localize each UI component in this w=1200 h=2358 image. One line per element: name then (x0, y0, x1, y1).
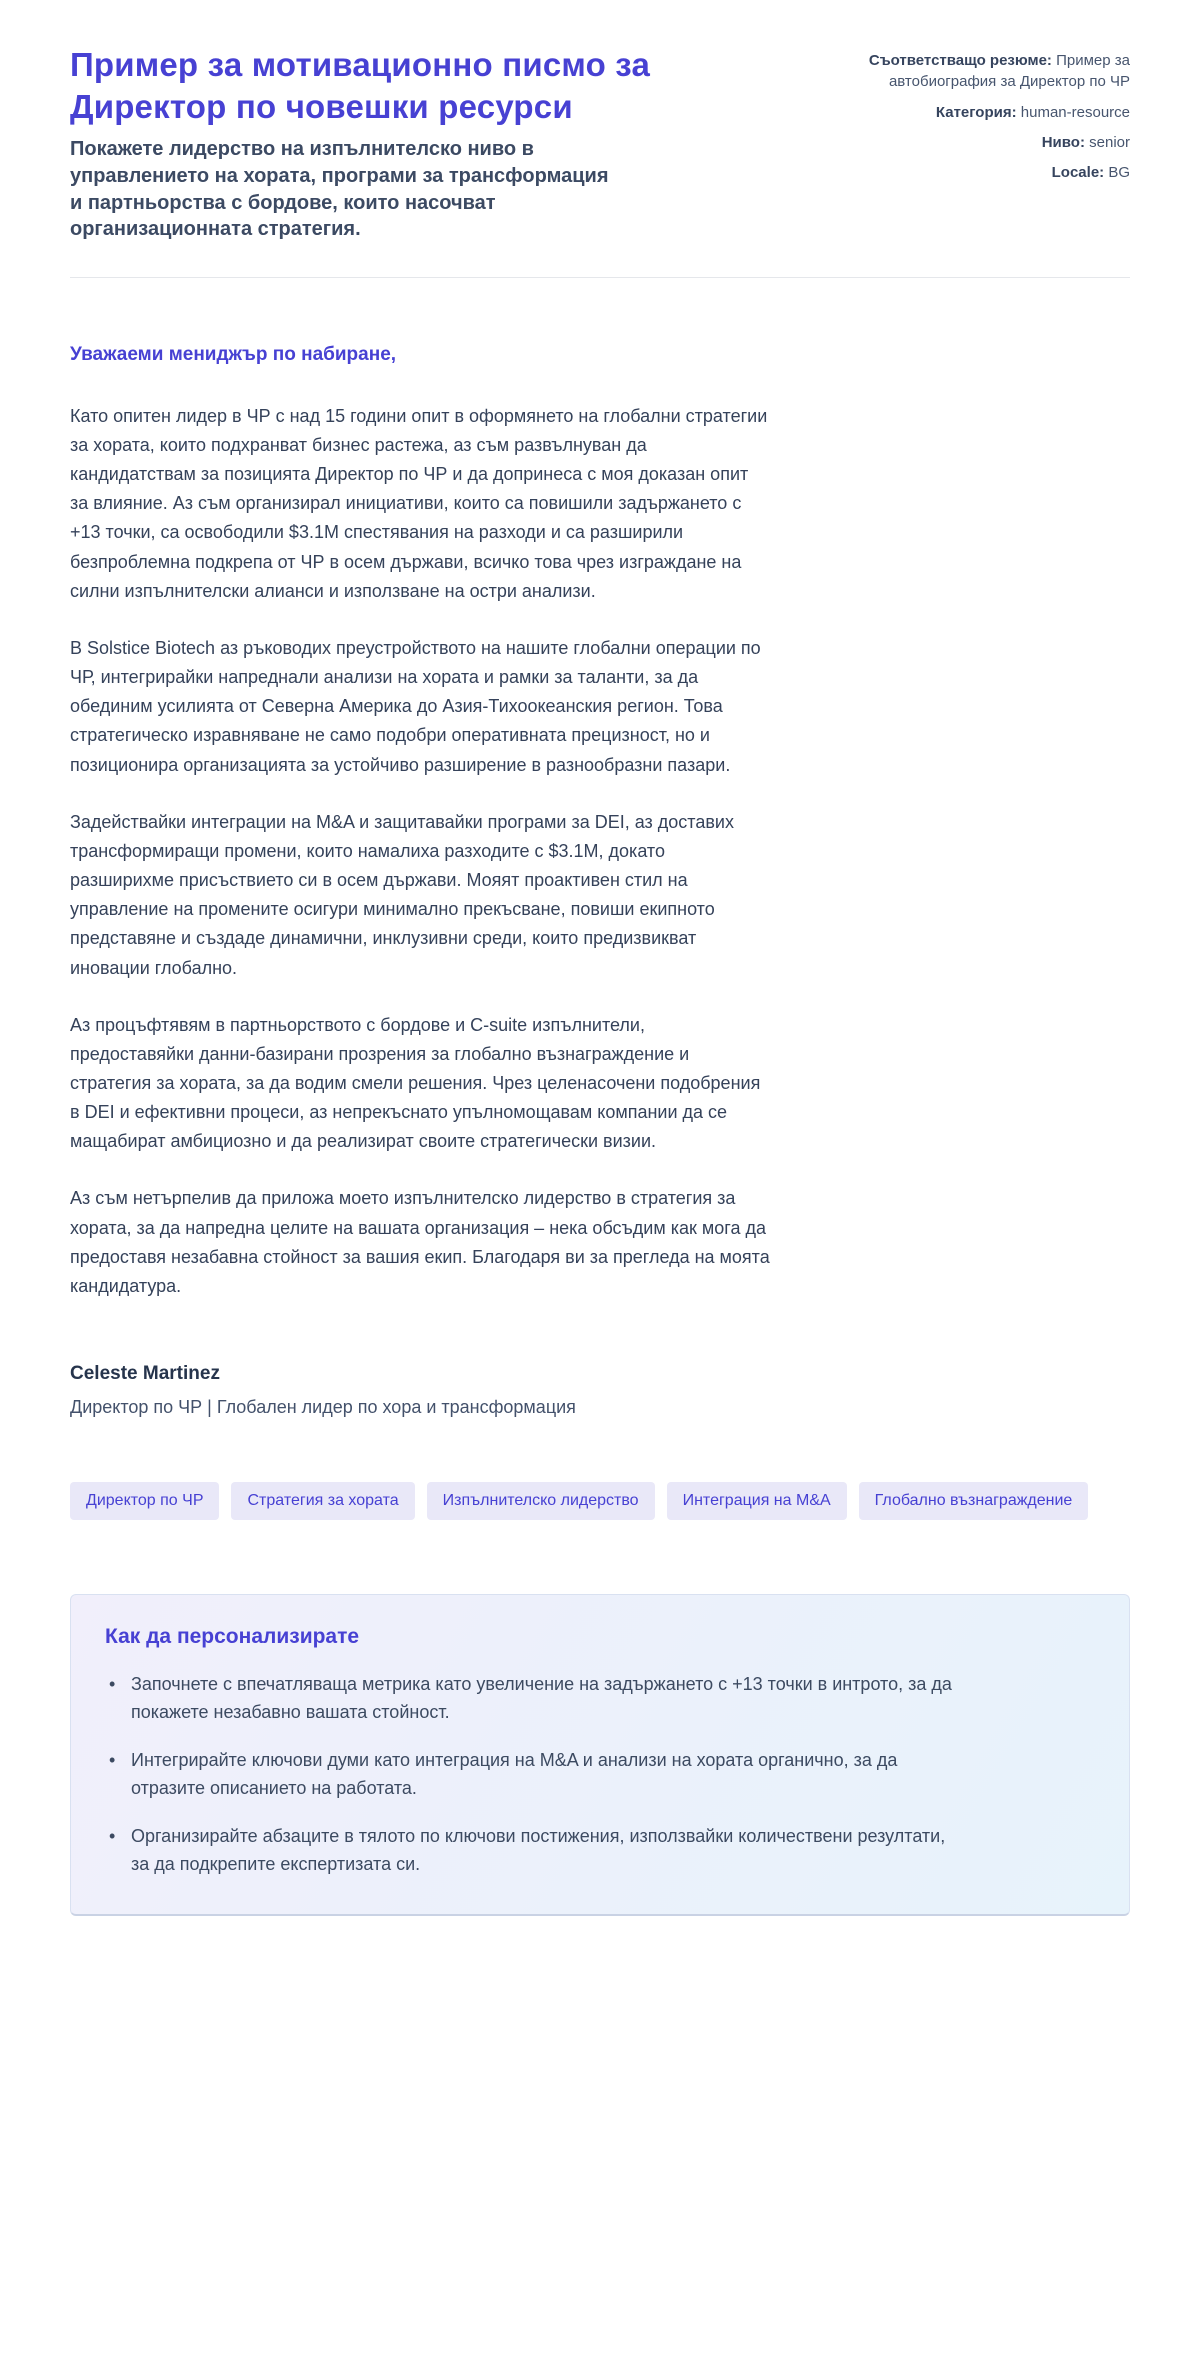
page-subtitle: Покажете лидерство на изпълнителско ниво в управлението на хората, програми за трансформация и партньорства с бордове, които насочват организационната стратегия. (70, 138, 609, 241)
meta-locale-label: Locale: (1051, 164, 1105, 182)
tag-chip[interactable]: Глобално възнаграждение (859, 1482, 1089, 1520)
meta-matching-resume-value: Пример за автобиография за Директор по ЧР (888, 52, 1130, 91)
cover-letter-page (70, 0, 1130, 1956)
meta-level-value: senior (1084, 133, 1130, 151)
tip-item: • Интегрирайте ключови думи като интеграция на M&A и анализи на хората органично, за да отразите описанието на работата. (105, 1747, 955, 1803)
header-text-block (70, 44, 790, 243)
signature-block (70, 1363, 770, 1418)
letter-body (70, 344, 770, 1418)
meta-matching-resume (845, 50, 1130, 93)
signature-title: Директор по ЧР | Глобален лидер по хора и трансформация (70, 1397, 576, 1418)
header (70, 44, 1130, 243)
tag-chip[interactable]: Стратегия за хората (231, 1482, 414, 1520)
meta-level-label: Ниво: (1041, 133, 1085, 151)
tips-list (105, 1671, 1095, 1878)
tag-list (70, 1482, 1130, 1520)
letter-paragraph: Задействайки интеграции на M&A и защитавайки програми за DEI, аз доставих трансформиращи промени, които намалиха разходите с $3.1M, докато разширихме присъствието си в осем държави. Мояят проактивен стил на управление на промените осигури минимално прекъсване, повиши екипното представяне и създаде динамични, инклузивни среди, които предизвикват иновации глобално. (70, 811, 734, 978)
tip-item: • Започнете с впечатляваща метрика като увеличение на задържането с +13 точки в интрото, за да покажете незабавно вашата стойност. (105, 1671, 955, 1727)
meta-category (845, 102, 1130, 123)
personalization-tips-box (70, 1594, 1130, 1916)
letter-paragraph: Като опитен лидер в ЧР с над 15 години опит в оформянето на глобални стратегии за хората, които подхранват бизнес растежа, аз съм развълнуван да кандидатствам за позицията Директор по ЧР и да допринеса с моя доказан опит за влияние. Аз съм организирал инициативи, които са повишили задържането с +13 точки, са освободили $3.1M спестявания на разходи и са разширили безпроблемна подкрепа от ЧР в осем държави, всичко това чрез изграждане на силни изпълнителски алианси и използване на остри анализи. (70, 405, 768, 601)
tag-chip[interactable]: Директор по ЧР (70, 1482, 219, 1520)
meta-panel (845, 44, 1130, 192)
tag-chip[interactable]: Интеграция на M&A (667, 1482, 847, 1520)
meta-locale-value: BG (1104, 164, 1130, 182)
tip-item: • Организирайте абзаците в тялото по ключови постижения, използвайки количествени резултати, за да подкрепите експертизата си. (105, 1823, 955, 1879)
letter-paragraph: Аз съм нетърпелив да приложа моето изпълнителско лидерство в стратегия за хората, за да напредна целите на вашата организация – нека обсъдим как мога да предоставя незабавна стойност за вашия екип. Благодаря ви за прегледа на моята кандидатура. (70, 1188, 770, 1296)
letter-paragraph: Аз процъфтявям в партньорството с бордове и C-suite изпълнители, предоставяйки данни-базирани прозрения за глобално възнаграждение и стратегия за хората, за да водим смели решения. Чрез целенасочени подобрения в DEI и ефективни процеси, аз непрекъснато упълномощавам компании да се мащабират амбициозно и да реализират своите стратегически визии. (70, 1014, 761, 1152)
meta-level (845, 132, 1130, 153)
header-divider (70, 277, 1130, 278)
tag-chip[interactable]: Изпълнителско лидерство (427, 1482, 655, 1520)
meta-locale (845, 162, 1130, 183)
meta-matching-resume-label: Съответстващо резюме: (868, 52, 1052, 69)
signature-name: Celeste Martinez (70, 1363, 220, 1385)
tips-heading: Как да персонализирате (105, 1625, 360, 1649)
letter-paragraph: В Solstice Biotech аз ръководих преустройството на нашите глобални операции по ЧР, интегрирайки напреднали анализи на хората и рамки за таланти, за да обединим усилията от Северна Америка до Азия-Тихоокеанския регион. Това стратегическо изравняване не само подобри оперативната прецизност, но и позиционира организацията за устойчиво разширение в разнообразни пазари. (70, 637, 761, 775)
meta-category-value: human-resource (1016, 103, 1130, 121)
page-title: Пример за мотивационно писмо за Директор по човешки ресурси (70, 46, 651, 126)
letter-greeting: Уважаеми мениджър по набиране, (70, 343, 397, 365)
meta-category-label: Категория: (935, 103, 1017, 121)
